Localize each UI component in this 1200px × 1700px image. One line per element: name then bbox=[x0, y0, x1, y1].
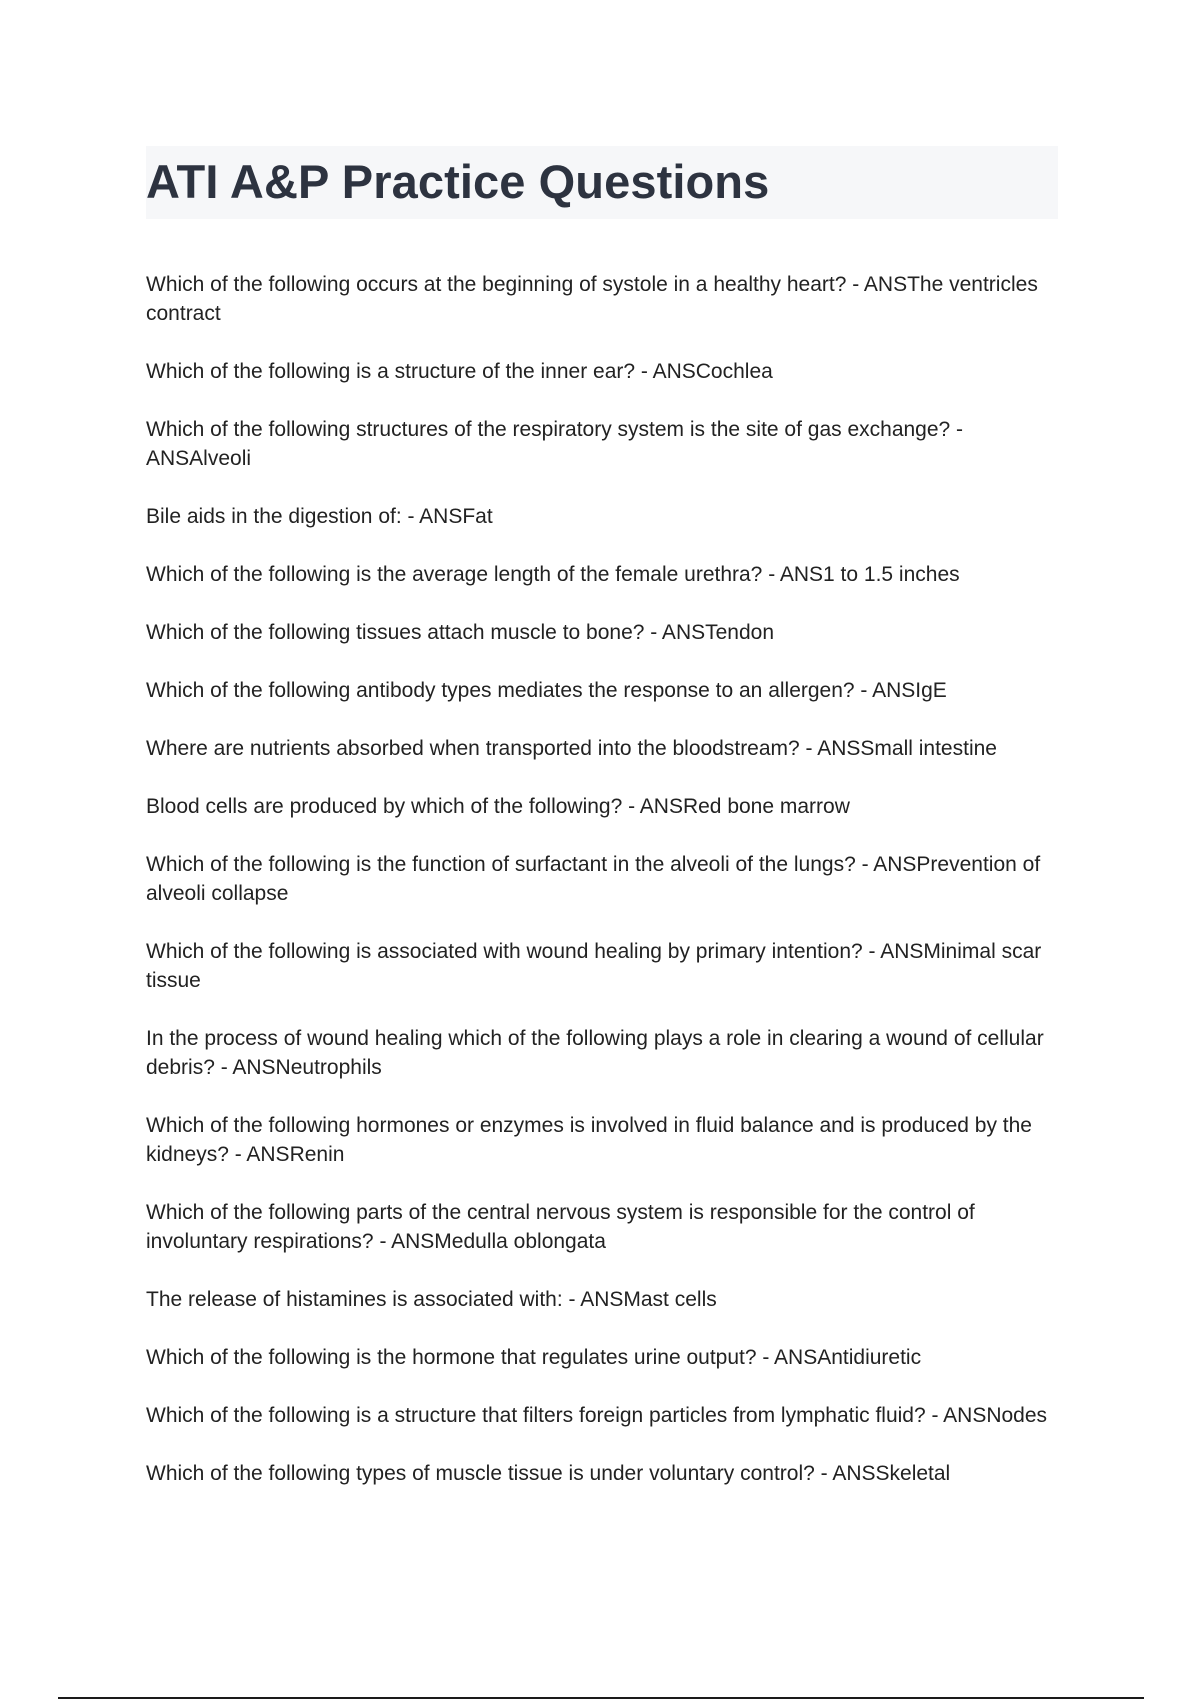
qa-item-5: Which of the following is the average length of the female urethra? - ANS1 to 1.5 inches bbox=[146, 563, 960, 586]
qa-item-11: Which of the following is associated with wound healing by primary intention? - ANSMinimal scar tissue bbox=[146, 940, 1042, 992]
title-band bbox=[146, 146, 1058, 219]
qa-item-9: Blood cells are produced by which of the following? - ANSRed bone marrow bbox=[146, 795, 850, 818]
qa-item-3: Which of the following structures of the respiratory system is the site of gas exchange? - ANSAlveoli bbox=[146, 418, 964, 470]
qa-item-17: Which of the following is a structure that filters foreign particles from lymphatic fluid? - ANSNodes bbox=[146, 1404, 1048, 1427]
qa-item-16: Which of the following is the hormone that regulates urine output? - ANSAntidiuretic bbox=[146, 1346, 922, 1369]
qa-item-2: Which of the following is a structure of the inner ear? - ANSCochlea bbox=[146, 360, 773, 383]
qa-item-10: Which of the following is the function of surfactant in the alveoli of the lungs? - ANSPrevention of alveoli collapse bbox=[146, 853, 1041, 905]
qa-item-4: Bile aids in the digestion of: - ANSFat bbox=[146, 505, 493, 528]
qa-item-6: Which of the following tissues attach muscle to bone? - ANSTendon bbox=[146, 621, 775, 644]
qa-item-8: Where are nutrients absorbed when transported into the bloodstream? - ANSSmall intestine bbox=[146, 737, 997, 760]
page-title: ATI A&P Practice Questions bbox=[146, 155, 770, 208]
footer-divider bbox=[58, 1697, 1144, 1699]
qa-item-18: Which of the following types of muscle tissue is under voluntary control? - ANSSkeletal bbox=[146, 1462, 951, 1485]
qa-item-7: Which of the following antibody types mediates the response to an allergen? - ANSIgE bbox=[146, 679, 947, 702]
qa-item-1: Which of the following occurs at the beginning of systole in a healthy heart? - ANSThe ventricles contract bbox=[146, 273, 1038, 325]
qa-item-12: In the process of wound healing which of the following plays a role in clearing a wound of cellular debris? - ANSNeutrophils bbox=[146, 1027, 1044, 1079]
qa-list bbox=[146, 270, 1064, 1517]
qa-item-15: The release of histamines is associated with: - ANSMast cells bbox=[146, 1288, 717, 1311]
qa-item-13: Which of the following hormones or enzymes is involved in fluid balance and is produced by the kidneys? - ANSRenin bbox=[146, 1114, 1032, 1166]
qa-item-14: Which of the following parts of the central nervous system is responsible for the control of involuntary respirations? - ANSMedulla oblongata bbox=[146, 1201, 975, 1253]
